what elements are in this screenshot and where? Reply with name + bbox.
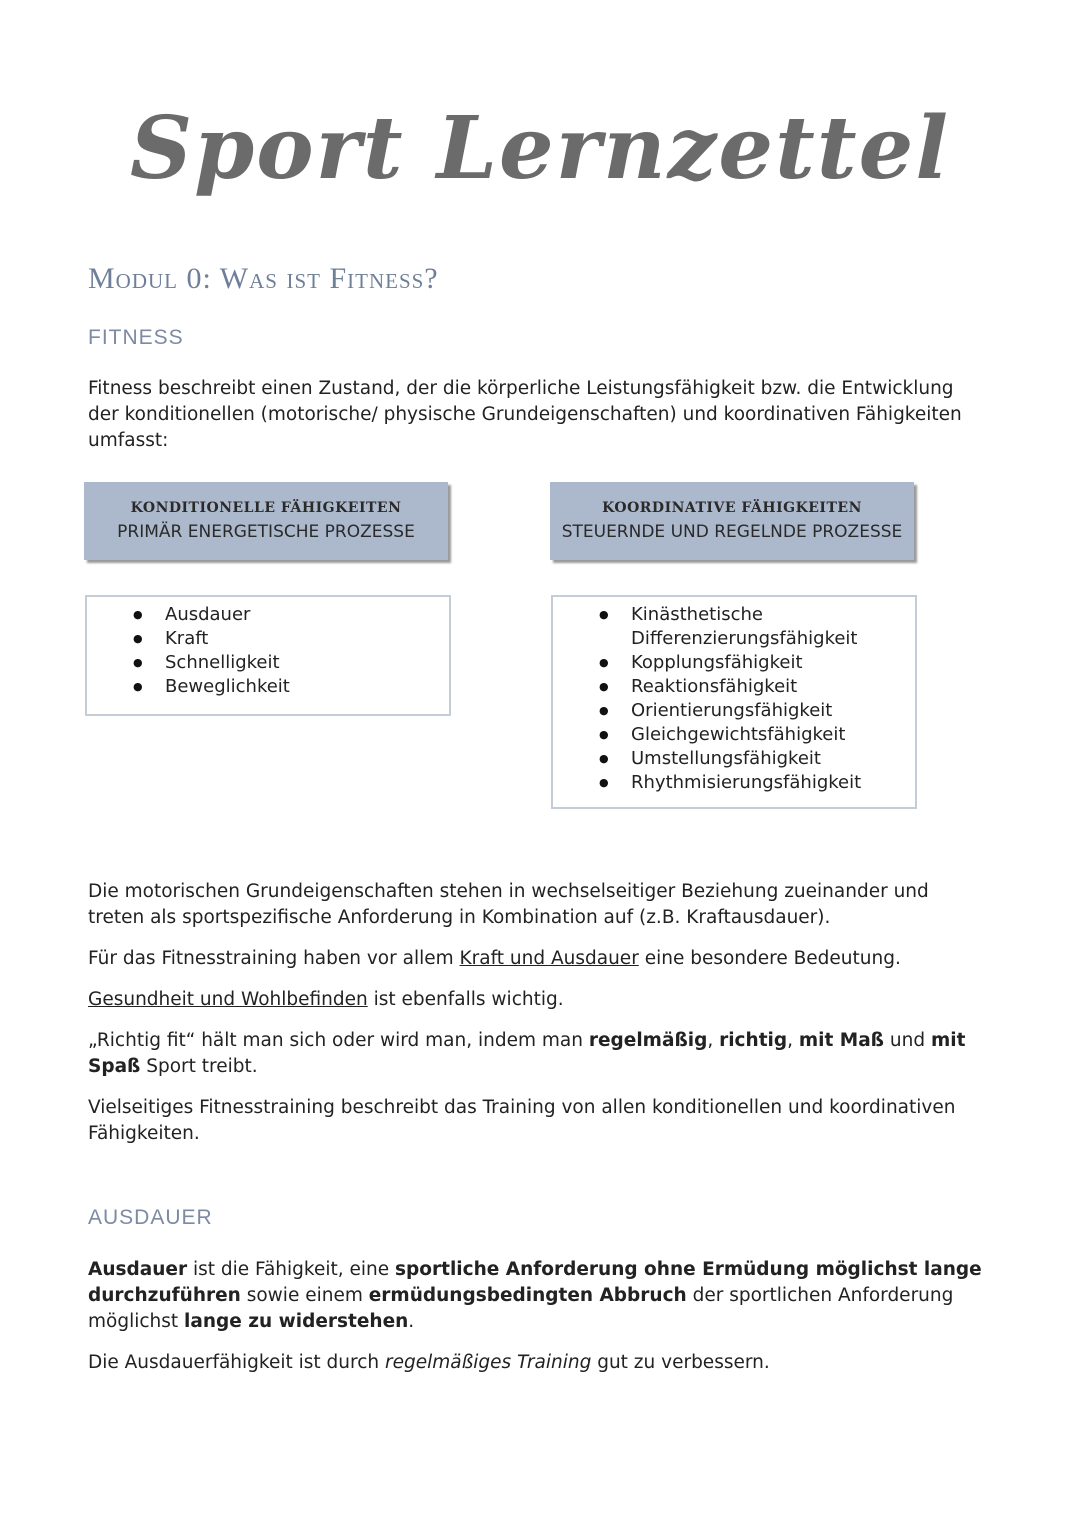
list-item: ● Kraft [165,627,449,651]
koordinative-header [550,482,914,560]
list-item: ● Gleichgewichtsfähigkeit [631,723,855,747]
underline-kraft-ausdauer: Kraft und Ausdauer [459,948,639,969]
list-item: ● Rhythmisierungsfähigkeit [631,771,855,795]
section-heading-ausdauer: AUSDAUER [88,1206,213,1229]
list-item: ● Schnelligkeit [165,651,449,675]
konditionelle-header [84,482,448,560]
page-title: Sport Lernzettel [130,98,950,199]
konditionelle-subtitle: PRIMÄR ENERGETISCHE PROZESSE [117,522,415,542]
list-item: ● Ausdauer [165,603,449,627]
section-heading-fitness: FITNESS [88,326,184,349]
paragraph-gesundheit: Gesundheit und Wohlbefinden ist ebenfalls wichtig. [88,989,564,1010]
list-item: ● Reaktionsfähigkeit [631,675,855,699]
koordinative-subtitle: STEUERNDE UND REGELNDE PROZESSE [561,522,903,542]
konditionelle-title: KONDITIONELLE FÄHIGKEITEN [130,500,402,516]
module-heading: Modul 0: Was ist Fitness? [88,262,439,295]
konditionelle-list [87,597,449,707]
underline-gesundheit: Gesundheit und Wohlbefinden [88,989,368,1010]
list-item: ● Umstellungsfähigkeit [631,747,855,771]
list-item: ● Beweglichkeit [165,675,449,699]
paragraph-motorische: Die motorischen Grundeigenschaften stehen in wechselseitiger Beziehung zueinander und treten als sportspezifische Anforderung in Kombination auf (z.B. Kraftausdauer). [88,881,929,928]
list-item: ● Kopplungsfähigkeit [631,651,855,675]
list-item: ● Kinästhetische Differenzierungsfähigkeit [631,603,855,651]
paragraph-fitnesstraining: Für das Fitnesstraining haben vor allem Kraft und Ausdauer eine besondere Bedeutung. [88,948,901,969]
paragraph-richtig-fit: „Richtig fit“ hält man sich oder wird man, indem man regelmäßig, richtig, mit Maß und mit Spaß Sport treibt. [88,1030,966,1077]
paragraph-ausdauer-training: Die Ausdauerfähigkeit ist durch regelmäßiges Training gut zu verbessern. [88,1352,770,1373]
koordinative-list-box [551,595,917,809]
paragraph-ausdauer-definition: Ausdauer ist die Fähigkeit, eine sportliche Anforderung ohne Ermüdung möglichst lange durchzuführen sowie einem ermüdungsbedingten Abbruch der sportlichen Anforderung möglichst lange zu widerstehen. [88,1259,982,1332]
konditionelle-list-box [85,595,451,716]
koordinative-title: KOORDINATIVE FÄHIGKEITEN [602,500,862,516]
paragraph-vielseitig: Vielseitiges Fitnesstraining beschreibt das Training von allen konditionellen und koordinativen Fähigkeiten. [88,1097,956,1144]
list-item: ● Orientierungsfähigkeit [631,699,855,723]
koordinative-list [553,597,915,803]
fitness-intro: Fitness beschreibt einen Zustand, der die körperliche Leistungsfähigkeit bzw. die Entwicklung der konditionellen (motorische/ physische Grundeigenschaften) und koordinativen Fähigkeiten umfasst: [88,378,962,451]
